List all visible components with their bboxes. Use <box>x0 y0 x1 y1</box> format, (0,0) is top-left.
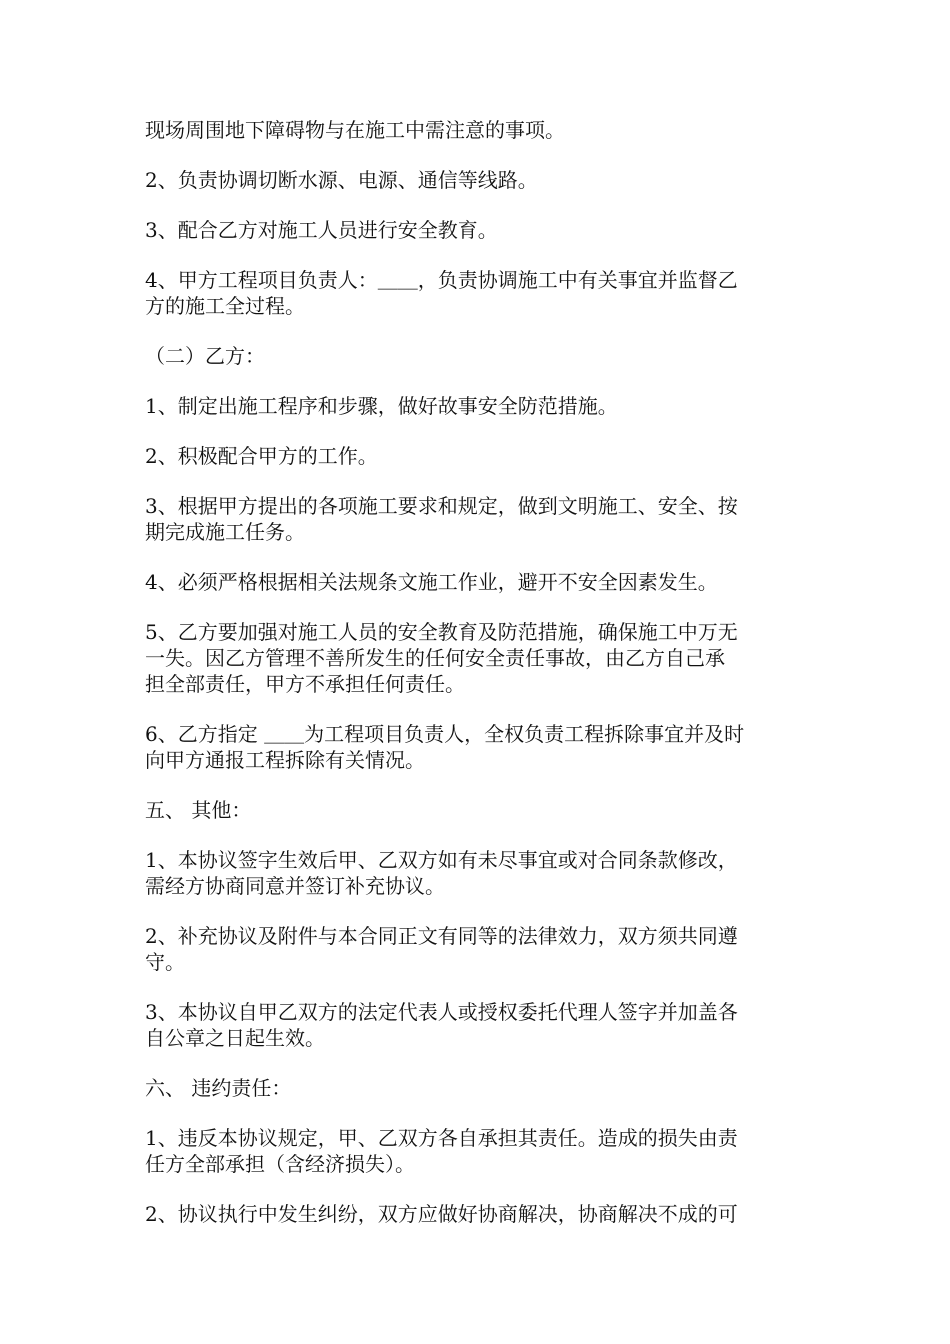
text-line: 1、违反本协议规定，甲、乙双方各自承担其责任。造成的损失由责 <box>145 1126 738 1150</box>
paragraph <box>145 797 810 823</box>
text-line: 任方全部承担（含经济损失）。 <box>145 1152 415 1176</box>
paragraph <box>145 167 810 193</box>
text-line: 现场周围地下障碍物与在施工中需注意的事项。 <box>145 118 565 142</box>
paragraph <box>145 1201 810 1227</box>
text-line: 向甲方通报工程拆除有关情况。 <box>145 748 425 772</box>
paragraph <box>145 493 810 545</box>
paragraph <box>145 343 810 369</box>
text-line: （二）乙方： <box>145 344 265 368</box>
paragraph <box>145 393 810 419</box>
paragraph <box>145 999 810 1051</box>
text-line: 守。 <box>145 950 185 974</box>
text-line: 自公章之日起生效。 <box>145 1026 325 1050</box>
text-line: 2、积极配合甲方的工作。 <box>145 444 378 468</box>
document-body <box>145 117 810 1251</box>
text-line: 2、补充协议及附件与本合同正文有同等的法律效力，双方须共同遵 <box>145 924 738 948</box>
text-line: 2、协议执行中发生纠纷，双方应做好协商解决，协商解决不成的可 <box>145 1202 738 1226</box>
paragraph <box>145 619 810 697</box>
text-line: 3、本协议自甲乙双方的法定代表人或授权委托代理人签字并加盖各 <box>145 1000 738 1024</box>
paragraph <box>145 117 810 143</box>
paragraph <box>145 847 810 899</box>
text-line: 1、制定出施工程序和步骤，做好故事安全防范措施。 <box>145 394 618 418</box>
text-line: 一失。因乙方管理不善所发生的任何安全责任事故，由乙方自己承 <box>145 646 725 670</box>
paragraph <box>145 1075 810 1101</box>
text-line: 1、本协议签字生效后甲、乙双方如有未尽事宜或对合同条款修改， <box>145 848 738 872</box>
paragraph <box>145 1125 810 1177</box>
text-line: 方的施工全过程。 <box>145 294 305 318</box>
text-line: 需经方协商同意并签订补充协议。 <box>145 874 445 898</box>
text-line: 4、甲方工程项目负责人：＿＿，负责协调施工中有关事宜并监督乙 <box>145 268 738 292</box>
text-line: 五、 其他： <box>145 798 252 822</box>
text-line: 期完成施工任务。 <box>145 520 305 544</box>
text-line: 3、配合乙方对施工人员进行安全教育。 <box>145 218 498 242</box>
text-line: 六、 违约责任： <box>145 1076 292 1100</box>
paragraph <box>145 721 810 773</box>
text-line: 2、负责协调切断水源、电源、通信等线路。 <box>145 168 538 192</box>
text-line: 5、乙方要加强对施工人员的安全教育及防范措施，确保施工中万无 <box>145 620 738 644</box>
paragraph <box>145 569 810 595</box>
text-line: 担全部责任，甲方不承担任何责任。 <box>145 672 465 696</box>
text-line: 6、乙方指定 ＿＿为工程项目负责人，全权负责工程拆除事宜并及时 <box>145 722 745 746</box>
paragraph <box>145 267 810 319</box>
paragraph <box>145 443 810 469</box>
text-line: 4、必须严格根据相关法规条文施工作业，避开不安全因素发生。 <box>145 570 718 594</box>
paragraph <box>145 217 810 243</box>
paragraph <box>145 923 810 975</box>
text-line: 3、根据甲方提出的各项施工要求和规定，做到文明施工、安全、按 <box>145 494 738 518</box>
